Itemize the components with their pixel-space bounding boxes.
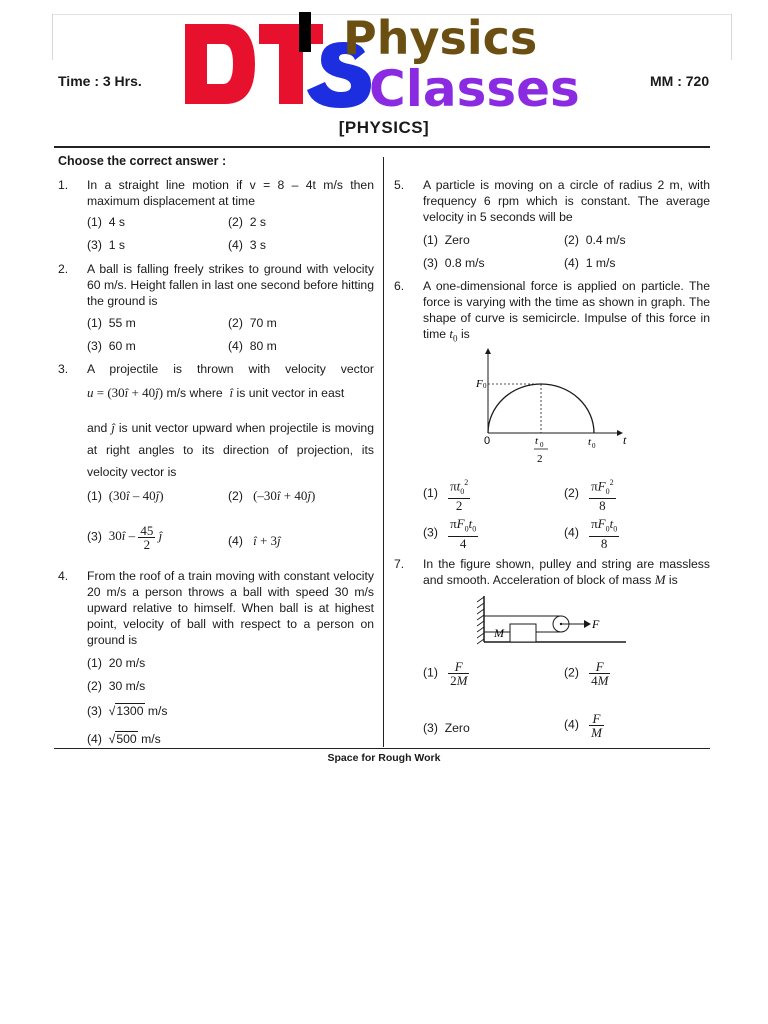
question-number: 3. (58, 362, 69, 376)
option-5-2[interactable]: (2) 0.4 m/s (564, 233, 626, 247)
option-7-4[interactable]: (4) $\frac{F}{M}$ (564, 711, 602, 740)
question-text: In the figure shown, pulley and string are massless and smooth. Acceleration of block of mass (423, 557, 710, 587)
question-number: 6. (394, 279, 405, 293)
question-number: 4. (58, 569, 69, 583)
question-4 (58, 568, 374, 648)
svg-text:0: 0 (592, 442, 596, 450)
question-1 (58, 177, 374, 209)
graph-x-label: t (623, 433, 627, 447)
question-number: 5. (394, 178, 405, 192)
svg-text:0: 0 (483, 382, 487, 390)
header-rule (54, 146, 710, 148)
instruction: Choose the correct answer : (58, 154, 227, 168)
question-text: A particle is moving on a circle of radius 2 m, with frequency 6 rpm which is constant. The average velocity in 5 seconds will be (423, 178, 710, 224)
exam-duration: Time : 3 Hrs. (58, 73, 142, 89)
option-4-1[interactable]: (1) 20 m/s (87, 656, 146, 670)
option-3-1[interactable]: (1) (30î – 40ĵ) (87, 488, 164, 503)
header-frame-left (52, 14, 53, 60)
subject-title: [PHYSICS] (338, 118, 430, 137)
column-divider (383, 157, 384, 747)
question-text: From the roof of a train moving with constant velocity 20 m/s a person throws a ball with speed 30 m/s upward relative to himself. When ball is at highest point, velocity of ball with respect to a person on ground is (87, 569, 374, 647)
footer-note: Space for Rough Work (327, 752, 441, 764)
pulley-figure (474, 594, 634, 648)
graph-half-numerator: t (535, 435, 539, 447)
option-2-1[interactable]: (1) 55 m (87, 316, 136, 330)
option-1-1[interactable]: (1) 4 s (87, 215, 125, 229)
question-number: 7. (394, 557, 405, 571)
header-frame-right (731, 14, 732, 60)
option-3-4[interactable]: (4) î + 3ĵ (228, 533, 281, 548)
question-3 (58, 361, 374, 377)
option-1-2[interactable]: (2) 2 s (228, 215, 266, 229)
question-7: 7. In the figure shown, pulley and string are massless and smooth. Acceleration of block of mass M is (394, 557, 710, 587)
force-time-graph (460, 345, 650, 470)
question-number: 2. (58, 262, 69, 276)
option-6-1[interactable]: (1) $\frac{\pi t_0^2}{2}$ (423, 478, 469, 513)
dts-physics-classes-logo (183, 12, 585, 110)
max-marks: MM : 720 (650, 73, 710, 89)
option-2-4[interactable]: (4) 80 m (228, 339, 277, 353)
option-6-4[interactable]: (4) $\frac{\pi F_0t_0}{8}$ (564, 516, 618, 551)
graph-y-label: F (476, 378, 483, 390)
question-text: A projectile is thrown with velocity vector (87, 362, 374, 376)
svg-text:0: 0 (540, 441, 544, 449)
option-5-4[interactable]: (4) 1 m/s (564, 256, 616, 270)
option-4-2[interactable]: (2) 30 m/s (87, 679, 146, 693)
graph-half-denominator: 2 (537, 453, 543, 465)
option-5-3[interactable]: (3) 0.8 m/s (423, 256, 485, 270)
option-3-2[interactable]: (2) (–30î + 40ĵ) (228, 488, 316, 503)
option-7-1[interactable]: (1) $\frac{F}{2M}$ (423, 659, 468, 688)
option-6-2[interactable]: (2) $\frac{\pi F_0^2}{8}$ (564, 478, 614, 513)
question-text: In a straight line motion if v = 8 – 4t m/s then maximum displacement at time (87, 178, 374, 208)
logo-word-physics: Physics (343, 12, 538, 65)
question-6: 6. A one-dimensional force is applied on particle. The force is varying with the time as shown in graph. The shape of curve is semicircle. Impulse of this force in time $t_0$ is (394, 279, 710, 344)
question-text: A one-dimensional force is applied on particle. The force is varying with the time as shown in graph. The shape of curve is semicircle. Impulse of this force in time (423, 279, 710, 341)
question-text: A ball is falling freely strikes to ground with velocity 60 m/s. Height fallen in last one second before hitting the ground is (87, 262, 374, 308)
graph-x-tick: t (588, 436, 592, 448)
option-4-4[interactable]: (4) √500 m/s (87, 732, 161, 746)
graph-origin: 0 (484, 435, 491, 447)
footer-rule (54, 748, 710, 749)
option-2-3[interactable]: (3) 60 m (87, 339, 136, 353)
block-mass-label: M (494, 626, 504, 640)
question-2 (58, 261, 374, 309)
force-label: F (592, 617, 600, 631)
option-4-3[interactable]: (3) √1300 m/s (87, 704, 168, 718)
option-7-3[interactable]: (3) Zero (423, 721, 470, 735)
question-5 (394, 177, 710, 225)
option-7-2[interactable]: (2) $\frac{F}{4M}$ (564, 659, 609, 688)
logo-word-classes: Classes (369, 60, 580, 110)
option-3-3[interactable]: (3) 30î – $\frac{45}{2}$ ĵ (87, 523, 163, 552)
question-3-line2: u = (30î + 40ĵ) m/s where î is unit vector in east (87, 385, 345, 400)
question-number: 1. (58, 178, 69, 192)
option-2-2[interactable]: (2) 70 m (228, 316, 277, 330)
option-5-1[interactable]: (1) Zero (423, 233, 470, 247)
option-1-3[interactable]: (3) 1 s (87, 238, 125, 252)
question-3-line3: and ĵ is unit vector upward when projectile is moving at right angles to its direction of projection, its velocity vector is (87, 420, 374, 479)
option-1-4[interactable]: (4) 3 s (228, 238, 266, 252)
option-6-3[interactable]: (3) $\frac{\pi F_0t_0}{4}$ (423, 516, 477, 551)
